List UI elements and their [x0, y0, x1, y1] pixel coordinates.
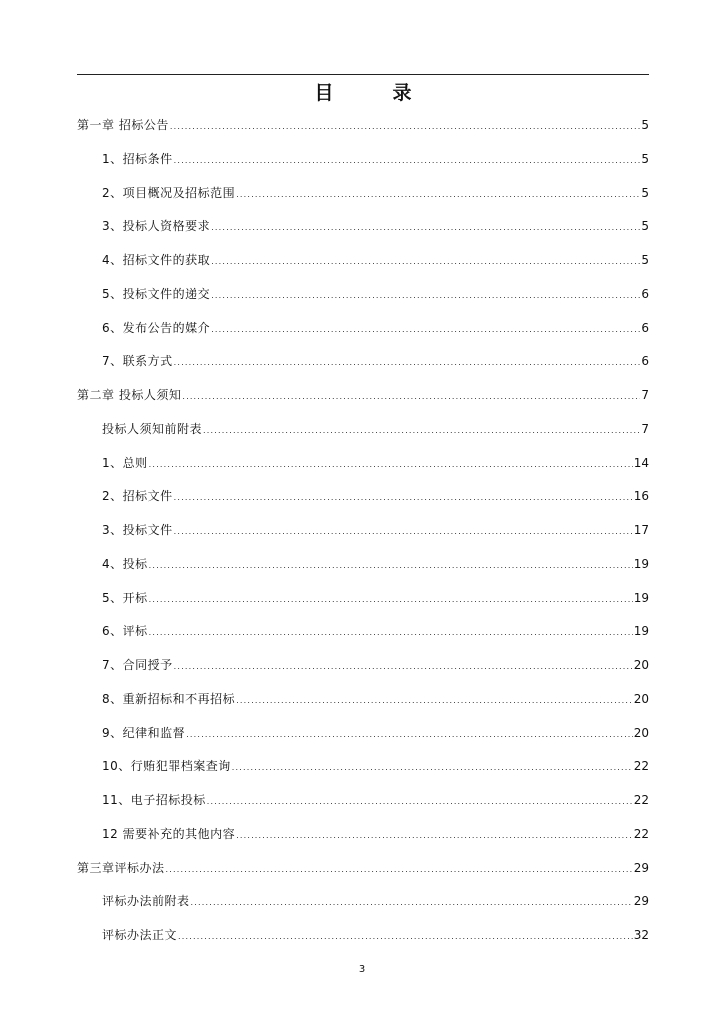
toc-entry[interactable] — [102, 724, 649, 742]
toc-entry-page: 7 — [641, 421, 649, 436]
toc-entry[interactable] — [102, 285, 649, 303]
toc-entry-label: 投标人须知前附表 — [102, 421, 203, 436]
toc-entry-label: 7、联系方式 — [102, 354, 173, 369]
toc-entry-label: 第三章评标办法 — [77, 860, 165, 875]
toc-entry-label: 10、行贿犯罪档案查询 — [102, 759, 231, 774]
toc-leader-dots — [211, 219, 640, 237]
toc-entry[interactable] — [102, 521, 649, 539]
toc-entry-page: 6 — [641, 354, 649, 369]
toc-entry-page: 32 — [633, 928, 649, 942]
toc-entry-page: 20 — [633, 725, 649, 740]
toc-entry-page: 20 — [633, 691, 649, 706]
toc-entry[interactable] — [102, 656, 649, 674]
toc-leader-dots — [211, 253, 640, 271]
toc-entry-page: 19 — [633, 624, 649, 639]
toc-entry[interactable] — [102, 150, 649, 168]
toc-leader-dots — [211, 287, 640, 305]
toc-entry-label: 12 需要补充的其他内容 — [102, 826, 236, 841]
toc-entry[interactable] — [102, 555, 649, 573]
toc-leader-dots — [149, 557, 633, 575]
toc-entry[interactable] — [102, 825, 649, 843]
toc-entry-page: 6 — [641, 286, 649, 301]
toc-leader-dots — [174, 523, 633, 541]
toc-entry-label: 11、电子招标投标 — [102, 793, 206, 807]
toc-entry-label: 2、招标文件 — [102, 489, 173, 504]
toc-entry-label: 5、投标文件的递交 — [102, 286, 211, 301]
toc-leader-dots — [170, 118, 641, 136]
toc-leader-dots — [182, 388, 640, 406]
toc-title: 目 录 — [314, 82, 432, 104]
toc-entry-page: 22 — [633, 826, 649, 841]
header-rule — [77, 74, 649, 75]
toc-leader-dots — [203, 422, 640, 440]
toc-entry-page: 20 — [633, 658, 649, 672]
toc-entry[interactable] — [77, 116, 649, 134]
toc-entry[interactable] — [102, 690, 649, 708]
toc-entry-label: 6、评标 — [102, 624, 148, 639]
toc-entry-page: 5 — [641, 253, 649, 267]
toc-entry-page: 17 — [633, 523, 649, 537]
toc-entry[interactable] — [102, 791, 649, 809]
toc-entry-label: 4、投标 — [102, 556, 148, 571]
toc-entry-page: 29 — [633, 894, 649, 909]
toc-entry-page: 22 — [633, 793, 649, 807]
toc-entry[interactable] — [102, 251, 649, 269]
toc-leader-dots — [174, 152, 641, 170]
toc-entry-page: 14 — [633, 455, 649, 470]
toc-leader-dots — [149, 456, 633, 474]
toc-leader-dots — [178, 928, 633, 946]
toc-entry-page: 19 — [633, 590, 649, 605]
toc-entry-label: 6、发布公告的媒介 — [102, 320, 211, 335]
toc-entry[interactable] — [102, 926, 649, 944]
toc-leader-dots — [232, 759, 633, 777]
toc-entry-label: 8、重新招标和不再招标 — [102, 691, 236, 706]
toc-entry[interactable] — [102, 757, 649, 775]
toc-leader-dots — [174, 354, 641, 372]
toc-leader-dots — [236, 692, 633, 710]
toc-entry-label: 9、纪律和监督 — [102, 725, 186, 740]
toc-leader-dots — [207, 793, 633, 811]
toc-entry-label: 评标办法前附表 — [102, 894, 190, 909]
toc-entry-page: 19 — [633, 556, 649, 571]
toc-entry[interactable] — [102, 352, 649, 370]
toc-entry-label: 4、招标文件的获取 — [102, 253, 211, 267]
toc-leader-dots — [174, 489, 633, 507]
toc-leader-dots — [236, 186, 640, 204]
toc-entry-page: 5 — [641, 151, 649, 166]
toc-entry-page: 5 — [641, 219, 649, 234]
toc-entry-label: 1、招标条件 — [102, 151, 173, 166]
toc-leader-dots — [236, 827, 633, 845]
page-number: 3 — [358, 964, 366, 975]
toc-entry[interactable] — [102, 217, 649, 235]
toc-entry-label: 3、投标人资格要求 — [102, 219, 211, 234]
toc-entry[interactable] — [102, 892, 649, 910]
toc-entry[interactable] — [102, 589, 649, 607]
toc-entry-label: 评标办法正文 — [102, 928, 178, 942]
toc-entry[interactable] — [102, 622, 649, 640]
toc-leader-dots — [186, 726, 633, 744]
toc-entry-page: 7 — [641, 388, 649, 402]
toc-entry[interactable] — [102, 319, 649, 337]
toc-entry[interactable] — [102, 487, 649, 505]
toc-entry-page: 6 — [641, 320, 649, 335]
toc-entry-label: 5、开标 — [102, 590, 148, 605]
toc-entry-page: 22 — [633, 759, 649, 774]
toc-entry-label: 3、投标文件 — [102, 523, 173, 537]
toc-leader-dots — [211, 321, 640, 339]
toc-entry[interactable] — [102, 184, 649, 202]
toc-entry-page: 5 — [641, 185, 649, 200]
toc-entry[interactable] — [77, 386, 649, 404]
toc-entry[interactable] — [77, 859, 649, 877]
toc-leader-dots — [191, 894, 633, 912]
toc-entry-page: 29 — [633, 860, 649, 875]
toc-leader-dots — [149, 624, 633, 642]
toc-entry[interactable] — [102, 454, 649, 472]
toc-entry-label: 1、总则 — [102, 455, 148, 470]
toc-entry-label: 7、合同授予 — [102, 658, 173, 672]
toc-entry-label: 第一章 招标公告 — [77, 118, 169, 132]
toc-entry-label: 第二章 投标人须知 — [77, 388, 182, 402]
toc-leader-dots — [149, 591, 633, 609]
toc-entry-page: 5 — [641, 118, 649, 132]
toc-entry-label: 2、项目概况及招标范围 — [102, 185, 236, 200]
toc-leader-dots — [174, 658, 633, 676]
toc-leader-dots — [166, 861, 633, 879]
toc-entry[interactable] — [102, 420, 649, 438]
toc-entry-page: 16 — [633, 489, 649, 504]
